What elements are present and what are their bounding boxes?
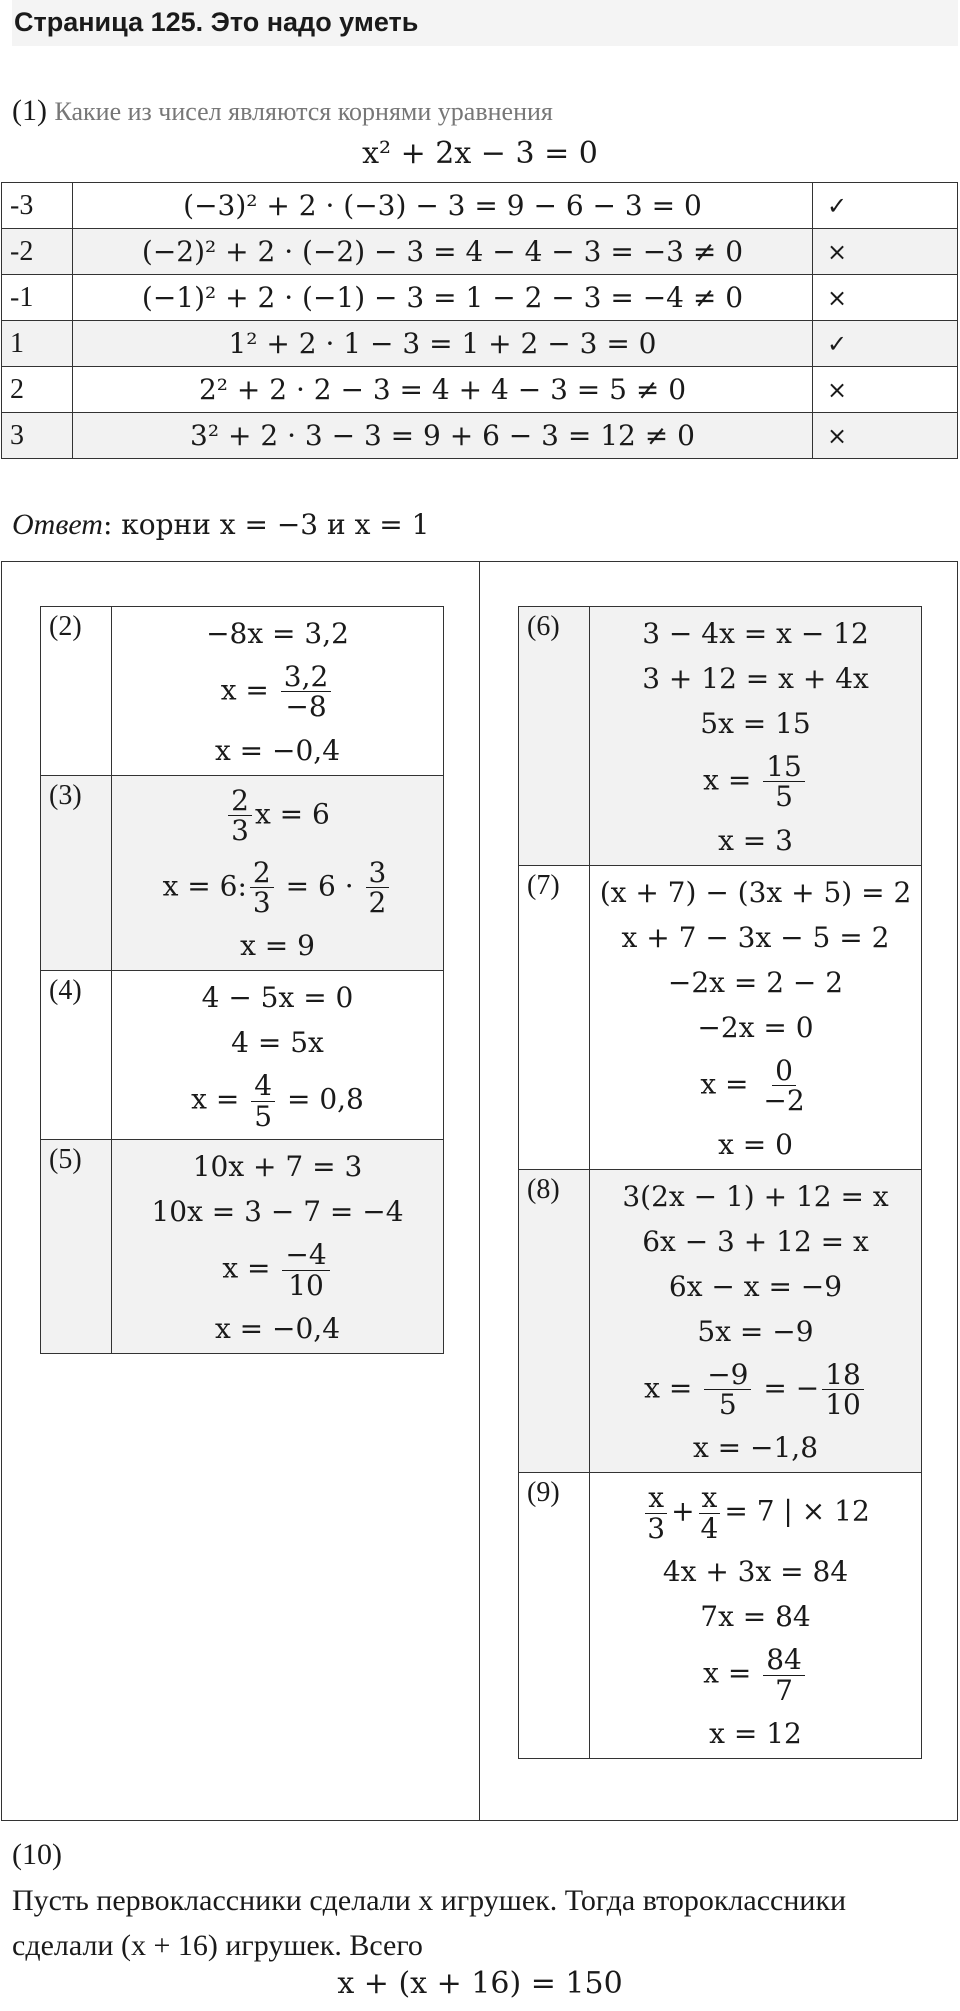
task-body (590, 865, 922, 1169)
substitution: 2² + 2 · 2 − 3 = 4 + 4 − 3 = 5 ≠ 0 (73, 367, 813, 413)
step: x = $\frac{0}{-2}$ (590, 1050, 921, 1122)
task-7 (519, 865, 922, 1169)
fraction: $\frac{2}{3}$ (228, 786, 252, 846)
step: x = $\frac{84}{7}$ (590, 1639, 921, 1711)
step: 7x = 84 (700, 1600, 811, 1634)
step: x = $\frac{-9}{5}$ = − $\frac{18}{10}$ (590, 1354, 921, 1426)
cross-icon: × (813, 413, 958, 459)
table-row (2, 183, 958, 229)
task1-label (12, 94, 553, 128)
step: 4 − 5x = 0 (201, 981, 354, 1015)
task-body (112, 775, 444, 971)
task1-answer (12, 508, 429, 542)
task-2 (41, 607, 444, 776)
check-icon: ✓ (813, 183, 958, 229)
right-solutions-table (518, 606, 922, 1759)
task-number: (6) (519, 607, 590, 866)
step: −2x = 2 − 2 (667, 965, 844, 999)
task-6 (519, 607, 922, 866)
task-5 (41, 1140, 444, 1354)
step: x = $\frac{3,2}{-8}$ (112, 656, 443, 728)
step: x = 3 (718, 823, 793, 857)
step: 10x = 3 − 7 = −4 (151, 1195, 404, 1229)
task-body (590, 607, 922, 866)
substitution: (−2)² + 2 · (−2) − 3 = 4 − 4 − 3 = −3 ≠ 0 (73, 229, 813, 275)
substitution: (−1)² + 2 · (−1) − 3 = 1 − 2 − 3 = −4 ≠ 0 (73, 275, 813, 321)
table-row (2, 413, 958, 459)
cross-icon: × (813, 229, 958, 275)
table-row (2, 275, 958, 321)
step: x + 7 − 3x − 5 = 2 (621, 920, 890, 954)
task-body (112, 607, 444, 776)
step: −8x = 3,2 (206, 617, 349, 650)
step: x = 12 (709, 1716, 802, 1750)
fraction: $\frac{84}{7}$ (763, 1645, 805, 1705)
step: x = $\frac{4}{5}$ = 0,8 (191, 1069, 364, 1133)
x-value: -2 (2, 229, 73, 275)
table-row (2, 321, 958, 367)
task-number: (9) (519, 1473, 590, 1759)
task-number: (2) (41, 607, 112, 776)
fraction: $\frac{-9}{5}$ (704, 1360, 751, 1420)
page-header (12, 0, 958, 46)
fraction: $\frac{3}{2}$ (366, 858, 390, 918)
roots-table (1, 182, 958, 459)
step: x = $\frac{-4}{10}$ (112, 1234, 443, 1306)
task-body (112, 971, 444, 1140)
substitution: (−3)² + 2 · (−3) − 3 = 9 − 6 − 3 = 0 (73, 183, 813, 229)
step: $\frac{2}{3}$ x = 6 (112, 780, 443, 852)
task-body (590, 1473, 922, 1759)
step: x = −0,4 (214, 733, 341, 767)
step: x = −1,8 (692, 1431, 819, 1465)
task10-equation: x + (x + 16) = 150 (337, 1966, 623, 2001)
substitution: 3² + 2 · 3 − 3 = 9 + 6 − 3 = 12 ≠ 0 (73, 413, 813, 459)
fraction: $\frac{15}{5}$ (763, 752, 805, 812)
page-title: Это надо уметь (210, 7, 419, 37)
task-number: (8) (519, 1169, 590, 1473)
step: 3 + 12 = x + 4x (642, 662, 869, 695)
task-body (112, 1140, 444, 1354)
step: x = $\frac{15}{5}$ (590, 746, 921, 818)
substitution: 1² + 2 · 1 − 3 = 1 + 2 − 3 = 0 (73, 321, 813, 367)
step: 3 − 4x = x − 12 (642, 617, 869, 650)
table-row (2, 229, 958, 275)
step: $\frac{x}{3}$ + $\frac{x}{4}$ = 7 | × 12 (590, 1477, 921, 1549)
task-body (590, 1169, 922, 1473)
left-solutions-table (40, 606, 444, 1354)
fraction: $\frac{-4}{10}$ (282, 1240, 329, 1300)
answer-text: : корни x = −3 и x = 1 (102, 508, 430, 541)
step: x = −0,4 (214, 1311, 341, 1345)
x-value: 1 (2, 321, 73, 367)
fraction: $\frac{x}{4}$ (700, 1481, 719, 1545)
page-number: Страница 125. (14, 7, 204, 37)
step: x = 9 (240, 929, 315, 963)
step: 4x + 3x = 84 (662, 1555, 849, 1589)
step: 5x = −9 (697, 1314, 814, 1348)
fraction: $\frac{0}{-2}$ (763, 1053, 805, 1118)
step: 10x + 7 = 3 (192, 1150, 363, 1184)
fraction: $\frac{18}{10}$ (822, 1360, 864, 1420)
x-value: -3 (2, 183, 73, 229)
step: x = 0 (718, 1127, 793, 1161)
task-8 (519, 1169, 922, 1473)
check-icon: ✓ (813, 321, 958, 367)
step: (x + 7) − (3x + 5) = 2 (599, 875, 912, 909)
task-number: (3) (41, 775, 112, 971)
step: −2x = 0 (697, 1010, 814, 1044)
step: 4 = 5x (231, 1026, 324, 1060)
task-3 (41, 775, 444, 971)
step: 6x − x = −9 (668, 1269, 843, 1303)
cross-icon: × (813, 275, 958, 321)
step: x = 6: $\frac{2}{3}$ = 6 · $\frac{3}{2}$ (112, 852, 443, 924)
fraction: $\frac{4}{5}$ (251, 1071, 275, 1131)
task1-equation: x² + 2x − 3 = 0 (362, 136, 598, 171)
task-4 (41, 971, 444, 1140)
fraction: $\frac{3,2}{-8}$ (281, 662, 332, 722)
x-value: 3 (2, 413, 73, 459)
task10-number: (10) (12, 1838, 62, 1871)
step: 5x = 15 (700, 707, 811, 740)
task1-question: Какие из чисел являются корнями уравнения (54, 97, 553, 126)
fraction: $\frac{x}{3}$ (647, 1481, 666, 1545)
task1-number: (1) (12, 94, 47, 127)
task10-text: Пусть первоклассники сделали x игрушек. Тогда второклассники сделали (x + 16) игрушек. Всего (12, 1884, 847, 1962)
column-divider (479, 561, 480, 1821)
cross-icon: × (813, 367, 958, 413)
x-value: 2 (2, 367, 73, 413)
x-value: -1 (2, 275, 73, 321)
answer-label: Ответ (12, 508, 103, 541)
table-row (2, 367, 958, 413)
task-number: (7) (519, 865, 590, 1169)
step: 3(2x − 1) + 12 = x (622, 1179, 889, 1213)
task-number: (5) (41, 1140, 112, 1354)
step: 6x − 3 + 12 = x (642, 1224, 869, 1258)
fraction: $\frac{2}{3}$ (250, 858, 274, 918)
task-number: (4) (41, 971, 112, 1140)
task-9 (519, 1473, 922, 1759)
